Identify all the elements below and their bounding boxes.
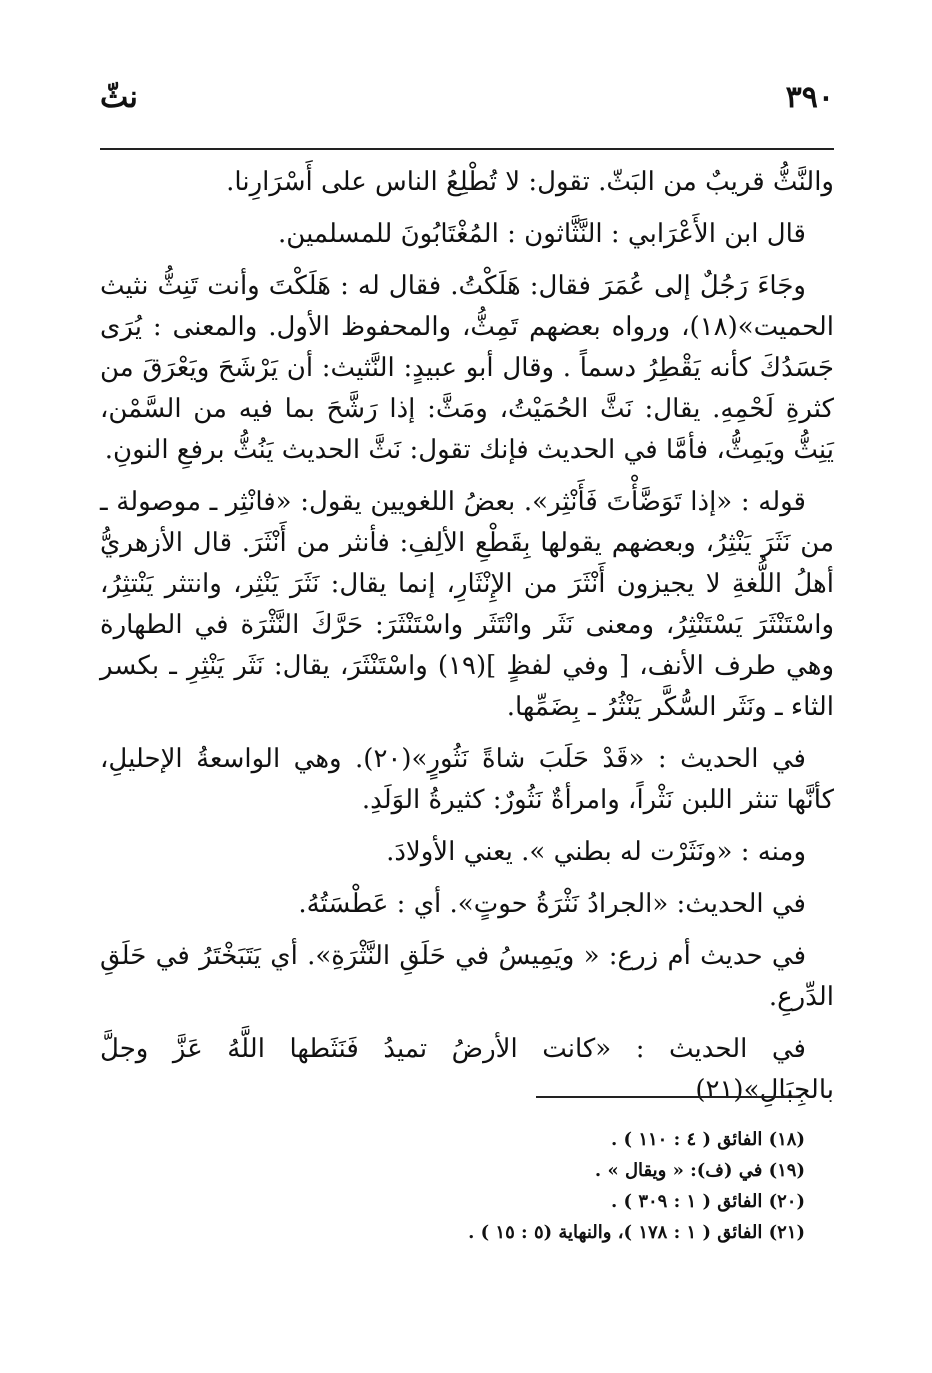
paragraph: في الحديث : «كانت الأرضُ تميدُ فَنَثَطها اللَّهُ عَزَّ وجلَّ بالجِبَالِ»(٢١)	[100, 1034, 834, 1105]
paragraph: والنَّثُّ قريبٌ من البَثّ. تقول: لا تُطْلِعُ الناس على أَسْرَارِنا.	[226, 167, 834, 197]
paragraph: ومنه : «ونَثَرْت له بطني ». يعني الأولادَ.	[386, 837, 806, 867]
footnotes	[100, 1124, 805, 1248]
paragraph: في الحديث: «الجرادُ نَثْرَةُ حوتٍ». أي : عَطْسَتُهُ.	[298, 889, 806, 919]
page-header	[100, 80, 834, 124]
paragraph: في الحديث : «قَدْ حَلَبَ شاةً نَثُورٍ»(٢٠). وهي الواسعةُ الإحليلِ، كأنَّها تنثر اللبن نَثْراً، وامرأةٌ نَثُورٌ: كثيرةُ الوَلَدِ.	[100, 744, 834, 815]
paragraph: وجَاءَ رَجُلٌ إلى عُمَرَ فقال: هَلَكْتُ. فقال له : هَلَكْتَ وأنت تَنِثُّ نثيث الحميت»(١٨)، ورواه بعضهم تَمِثُّ، والمحفوظ الأول. والمعنى : يُرَى جَسَدُكَ كأنه يَقْطِرُ دسماً . وقال أبو عبيدٍ: النَّثيث: أن يَرْشَحَ ويَعْرَقَ من كثرةِ لَحْمِهِ. يقال: نَثَّ الحُمَيْتُ، ومَثَّ: إذا رَشَّحَ بما فيه من السَّمْن، يَنِثُّ ويَمِثُّ، فأمَّا في الحديث فإنك تقول: نَثَّ الحديث يَنُثُّ برفعِ النونِ.	[100, 271, 834, 465]
paragraph: قال ابن الأَعْرَابي : النَّثَّاثون : المُغْتَابُونَ للمسلمين.	[278, 219, 806, 249]
running-head: نثّ	[100, 80, 138, 115]
page-number: ٣٩٠	[785, 80, 834, 115]
footnote: (٢٠) الفائق ( ١ : ٣٠٩ ) .	[610, 1191, 805, 1212]
paragraph: في حديث أم زرع: « ويَمِيسُ في حَلَقِ النَّثْرَةِ». أي يَتَبَخْتَرُ في حَلَقِ الدِّرعِ.	[100, 941, 834, 1012]
footnote-divider	[536, 1096, 801, 1098]
main-text	[100, 162, 834, 1122]
paragraph: قوله : «إذا تَوَضَّأْتَ فَأَنْثِر». بعضُ اللغويين يقول: «فانْثِر ـ موصولة ـ من نَثَرَ يَنْثِرُ، وبعضهم يقولها بِقَطْعِ الألِفِ: فأنثر من أَنْثَرَ. قال الأزهريُّ أهلُ اللُّغةِ لا يجيزون أَنْثَرَ من الإِنْثَارِ، إنما يقال: نَثَرَ يَنْثِر، وانتثر يَنْتثِرُ، واسْتَنْثَرَ يَسْتَنْثِرُ، ومعنى نَثَر وانْتَثَر واسْتَنْثَرَ: حَرَّكَ النَّثْرَة في الطهارة وهي طرف الأنف، [ وفي لفظٍ ](١٩) واسْتَنْثَرَ، يقال: نَثَر يَنْثِرِ ـ بكسر الثاء ـ ونَثَر السُّكَّر يَنْثُرُ ـ بِضَمِّها.	[100, 487, 834, 722]
footnote: (١٨) الفائق ( ٤ : ١١٠ ) .	[610, 1129, 805, 1150]
footnote: (٢١) الفائق ( ١ : ١٧٨ )، والنهاية (٥ : ١٥ ) .	[468, 1222, 805, 1243]
footnote: (١٩) في (ف): « ويقال » .	[594, 1160, 805, 1181]
header-divider	[100, 148, 834, 150]
